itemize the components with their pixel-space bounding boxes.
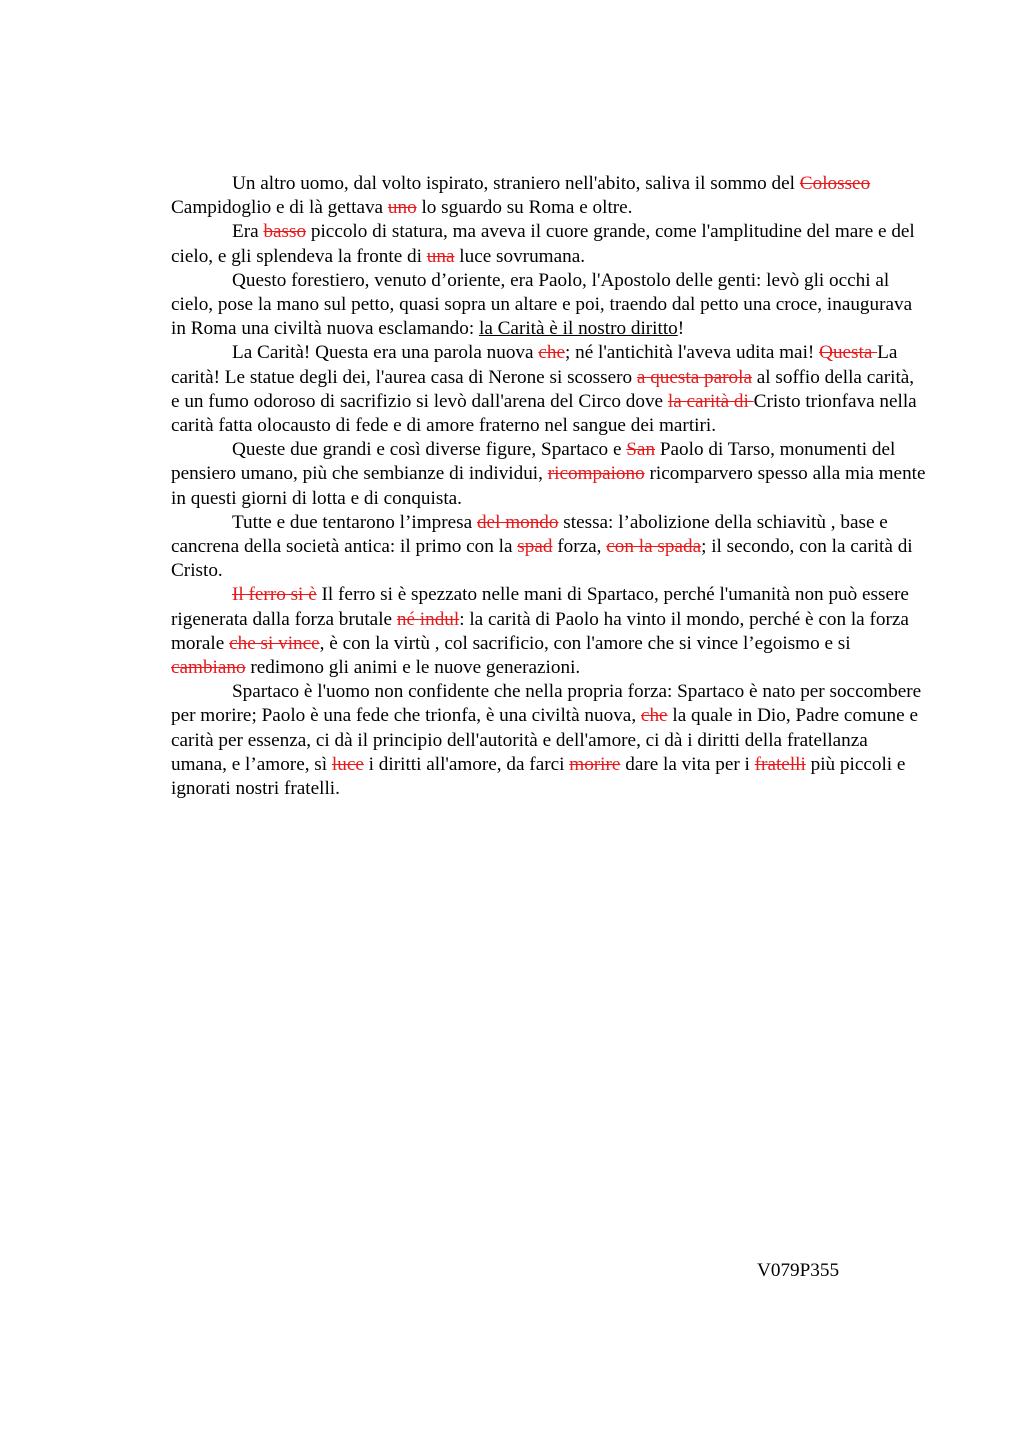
deleted-text: Il ferro si è — [232, 584, 317, 606]
text-run: ricomparvero spesso alla mia mente in questi giorni di lotta e di conquista. — [171, 463, 926, 509]
deleted-text: che si vince — [229, 632, 320, 654]
text-run: Cristo trionfava nella carità fatta olocausto di fede e di amore fraterno nel sangue dei martiri. — [171, 390, 917, 437]
text-run: al soffio della carità, e un fumo odoroso di sacrifizio si levò dall'arena del Circo dove — [171, 366, 915, 412]
page-identifier: V079P355 — [757, 1260, 840, 1281]
text-run: ; né l'antichità l'aveva udita mai! — [564, 342, 820, 364]
deleted-text: fratelli — [754, 753, 806, 775]
text-run: forza, — [552, 536, 607, 558]
text-run: Spartaco è l'uomo non confidente che nella propria forza: Spartaco è nato per soccombere per morire; Paolo è una fede che trionfa, è una civiltà nuova, — [171, 681, 922, 727]
text-run: : la carità di Paolo ha vinto il mondo, perché è con la forza morale — [171, 608, 909, 654]
text-run: Il ferro si è spezzato nelle mani di Spartaco, perché l'umanità non può essere rigenerata dalla forza brutale — [171, 584, 909, 630]
deleted-text: del mondo — [476, 511, 559, 533]
text-run: i diritti all'amore, da farci — [363, 753, 570, 775]
deleted-text: luce — [331, 753, 364, 775]
deleted-text: basso — [263, 221, 307, 243]
text-run: Tutte e due tentarono l’impresa — [232, 511, 477, 533]
text-run: Campidoglio e di là gettava — [171, 197, 388, 219]
text-run: Un altro uomo, dal volto ispirato, straniero nell'abito, saliva il sommo del — [232, 173, 800, 194]
deleted-text: che — [538, 342, 565, 364]
deleted-text: la carità di — [667, 390, 754, 412]
text-run: Era — [232, 221, 264, 243]
deleted-text: spad — [517, 536, 553, 558]
deleted-text: né indul — [396, 608, 460, 630]
deleted-text: morire — [569, 753, 621, 775]
document-body — [171, 172, 926, 801]
paragraph — [171, 269, 926, 342]
text-run: La carità! Le statue degli dei, l'aurea casa di Nerone si scossero — [171, 342, 898, 388]
text-run: stessa: l’abolizione della schiavitù , base e cancrena della società antica: il primo con la — [171, 511, 888, 558]
text-run: lo sguardo su Roma e oltre. — [416, 197, 633, 219]
deleted-text: a questa parola — [636, 366, 752, 388]
paragraph — [171, 680, 926, 801]
deleted-text: ricompaiono — [547, 463, 645, 485]
text-run: la quale in Dio, Padre comune e carità per essenza, ci dà il principio dell'autorità e dell'amore, ci dà i diritti della fratellanza umana, e l’amore, sì — [171, 705, 918, 775]
text-run: La Carità! Questa era una parola nuova — [232, 342, 539, 364]
text-run: ! — [677, 318, 685, 340]
deleted-text: Questa — [819, 342, 878, 364]
text-run: Queste due grandi e così diverse figure, Spartaco e — [232, 439, 627, 461]
paragraph — [171, 511, 926, 584]
text-run: Paolo di Tarso, monumenti del pensiero umano, più che sembianze di individui, — [171, 439, 896, 485]
text-run: redimono gli animi e le nuove generazioni. — [245, 657, 581, 679]
deleted-text: San — [626, 439, 656, 461]
paragraph — [171, 220, 926, 268]
text-run: ; il secondo, con la carità di Cristo. — [171, 536, 913, 582]
deleted-text: che — [640, 705, 668, 727]
paragraph — [171, 438, 926, 511]
deleted-text: Colosseo — [799, 173, 871, 194]
underlined-text: la Carità è il nostro diritto — [478, 318, 678, 340]
deleted-text: con la spada — [606, 536, 702, 558]
text-run: piccolo di statura, ma aveva il cuore grande, come l'amplitudine del mare e del cielo, e gli splendeva la fronte di — [171, 221, 915, 267]
text-run: , è con la virtù , col sacrificio, con l'amore che si vince l’egoismo e si — [319, 632, 851, 654]
text-run: Questo forestiero, venuto d’oriente, era Paolo, l'Apostolo delle genti: levò gli occhi al cielo, pose la mano sul petto, quasi sopra un altare e poi, traendo dal petto una croce, inaugurava in Roma una civiltà nuova esclamando: — [171, 269, 913, 340]
deleted-text: una — [426, 245, 455, 267]
text-run: luce sovrumana. — [454, 245, 586, 267]
paragraph — [171, 172, 926, 220]
paragraph — [171, 341, 926, 438]
text-run: più piccoli e ignorati nostri fratelli. — [171, 753, 906, 800]
deleted-text: cambiano — [171, 657, 246, 679]
deleted-text: uno — [387, 197, 417, 219]
text-run: dare la vita per i — [620, 753, 755, 775]
paragraph — [171, 583, 926, 680]
